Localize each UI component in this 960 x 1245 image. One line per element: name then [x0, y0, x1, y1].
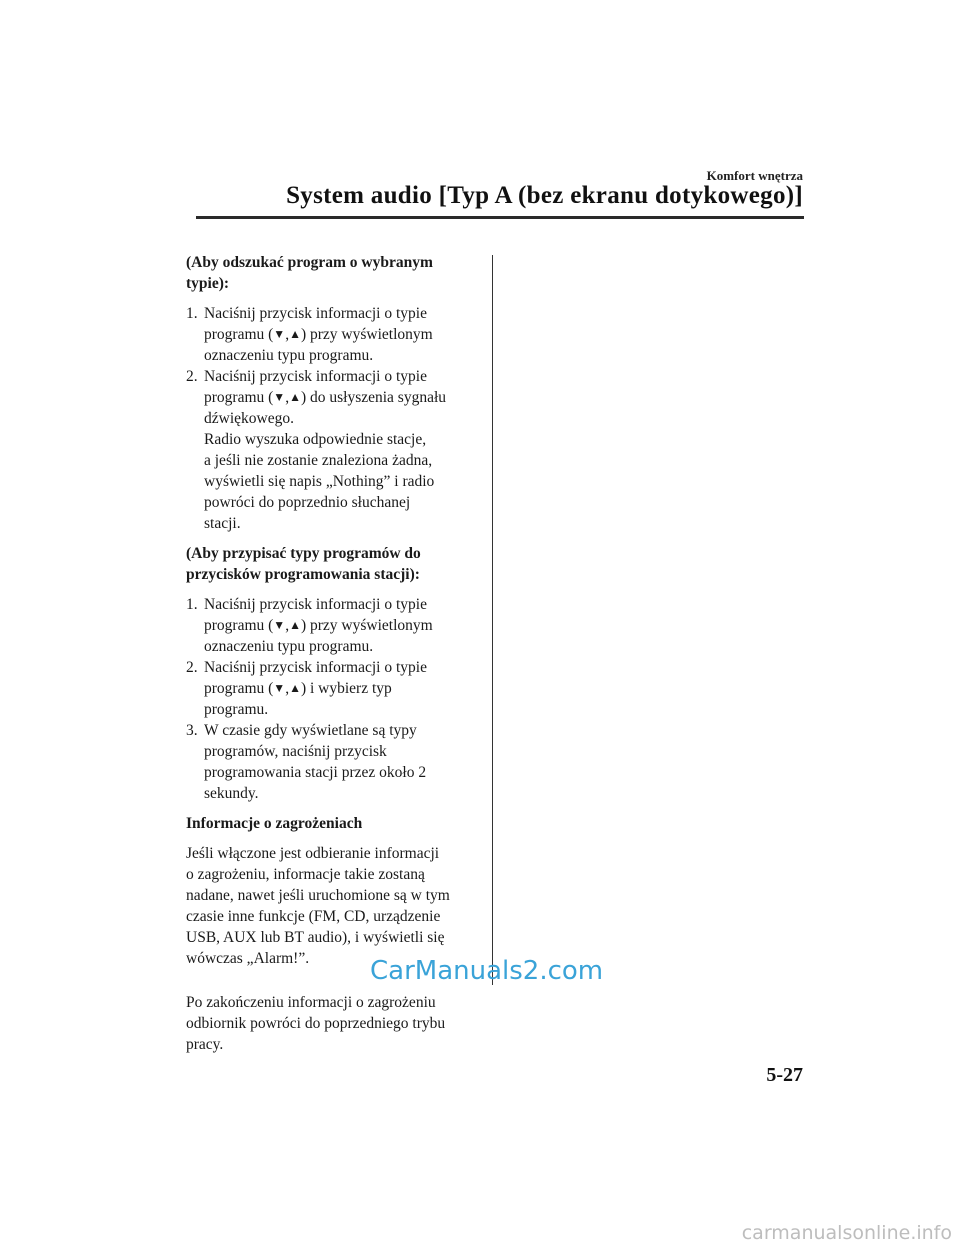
step-line: programowania stacji przez około 2	[204, 764, 427, 781]
header-rule	[196, 216, 804, 219]
step-line: programu (▼,▲) przy wyświetlonym	[204, 326, 433, 343]
step-line: Naciśnij przycisk informacji o typie	[204, 305, 427, 322]
step-text: ) i wybierz typ	[300, 680, 392, 697]
list-item	[186, 657, 476, 720]
step-text: programu (	[204, 680, 274, 697]
step-line: programu (▼,▲) przy wyświetlonym	[204, 617, 433, 634]
heading-assign-program-types: (Aby przypisać typy programów do przycisków programowania stacji):	[186, 545, 421, 583]
step-text: programu (	[204, 617, 274, 634]
page-number: 5-27	[766, 1064, 803, 1086]
heading-emergency-info: Informacje o zagrożeniach	[186, 815, 363, 832]
step-line: programu (▼,▲) do usłyszenia sygnału	[204, 389, 447, 406]
step-line: programu.	[204, 701, 269, 718]
step-text: ) przy wyświetlonym	[300, 326, 433, 343]
step-line: oznaczeniu typu programu.	[204, 347, 374, 364]
step-line: oznaczeniu typu programu.	[204, 638, 374, 655]
step-text: ) przy wyświetlonym	[300, 617, 433, 634]
left-column	[186, 252, 476, 1064]
step-line: Naciśnij przycisk informacji o typie	[204, 368, 427, 385]
paragraph-line: o zagrożeniu, informacje takie zostaną	[186, 866, 425, 883]
up-arrow-icon: ▲	[289, 618, 301, 632]
step-text: programu (	[204, 389, 274, 406]
paragraph-line: USB, AUX lub BT audio), i wyświetli się	[186, 929, 445, 946]
step-line: Radio wyszuka odpowiednie stacje,	[204, 431, 427, 448]
paragraph-line: Po zakończeniu informacji o zagrożeniu	[186, 994, 436, 1011]
list-item	[186, 303, 476, 366]
step-line: Naciśnij przycisk informacji o typie	[204, 659, 427, 676]
paragraph-line: Jeśli włączone jest odbieranie informacji	[186, 845, 440, 862]
down-arrow-icon: ▼	[273, 618, 286, 632]
step-line: dźwiękowego.	[204, 410, 294, 427]
section-label: Komfort wnętrza	[706, 168, 803, 183]
down-arrow-icon: ▼	[273, 681, 286, 695]
paragraph-line: pracy.	[186, 1036, 224, 1053]
steps-assign-program-types	[186, 594, 476, 804]
steps-search-program-type	[186, 303, 476, 534]
paragraph-return-mode	[186, 992, 476, 1055]
up-arrow-icon: ▲	[289, 327, 301, 341]
step-number: 3.	[186, 722, 198, 739]
step-line: W czasie gdy wyświetlane są typy	[204, 722, 417, 739]
step-number: 1.	[186, 596, 198, 613]
step-line: programów, naciśnij przycisk	[204, 743, 387, 760]
step-line: powróci do poprzednio słuchanej	[204, 494, 411, 511]
column-divider	[492, 255, 493, 985]
step-line: programu (▼,▲) i wybierz typ	[204, 680, 392, 697]
step-line: sekundy.	[204, 785, 259, 802]
up-arrow-icon: ▲	[289, 390, 301, 404]
up-arrow-icon: ▲	[289, 681, 301, 695]
step-number: 2.	[186, 368, 198, 385]
step-line: stacji.	[204, 515, 241, 532]
step-line: wyświetli się napis „Nothing” i radio	[204, 473, 435, 490]
paragraph-line: wówczas „Alarm!”.	[186, 950, 310, 967]
step-number: 2.	[186, 659, 198, 676]
down-arrow-icon: ▼	[273, 327, 286, 341]
down-arrow-icon: ▼	[273, 390, 286, 404]
step-text: programu (	[204, 326, 274, 343]
paragraph-line: odbiornik powróci do poprzedniego trybu	[186, 1015, 446, 1032]
list-item	[186, 594, 476, 657]
step-number: 1.	[186, 305, 198, 322]
paragraph-emergency-info	[186, 843, 476, 969]
step-line: Naciśnij przycisk informacji o typie	[204, 596, 427, 613]
list-item	[186, 366, 476, 534]
paragraph-line: czasie inne funkcje (FM, CD, urządzenie	[186, 908, 441, 925]
footer-watermark: carmanualsonline.info	[741, 1222, 952, 1244]
list-item	[186, 720, 476, 804]
watermark-carmanuals2: CarManuals2.com	[370, 956, 604, 986]
page-title: System audio [Typ A (bez ekranu dotykowego)]	[286, 182, 803, 209]
heading-search-program-type: (Aby odszukać program o wybranym typie):	[186, 254, 433, 292]
paragraph-line: nadane, nawet jeśli uruchomione są w tym	[186, 887, 450, 904]
step-text: ) do usłyszenia sygnału	[300, 389, 447, 406]
step-line: a jeśli nie zostanie znaleziona żadna,	[204, 452, 433, 469]
